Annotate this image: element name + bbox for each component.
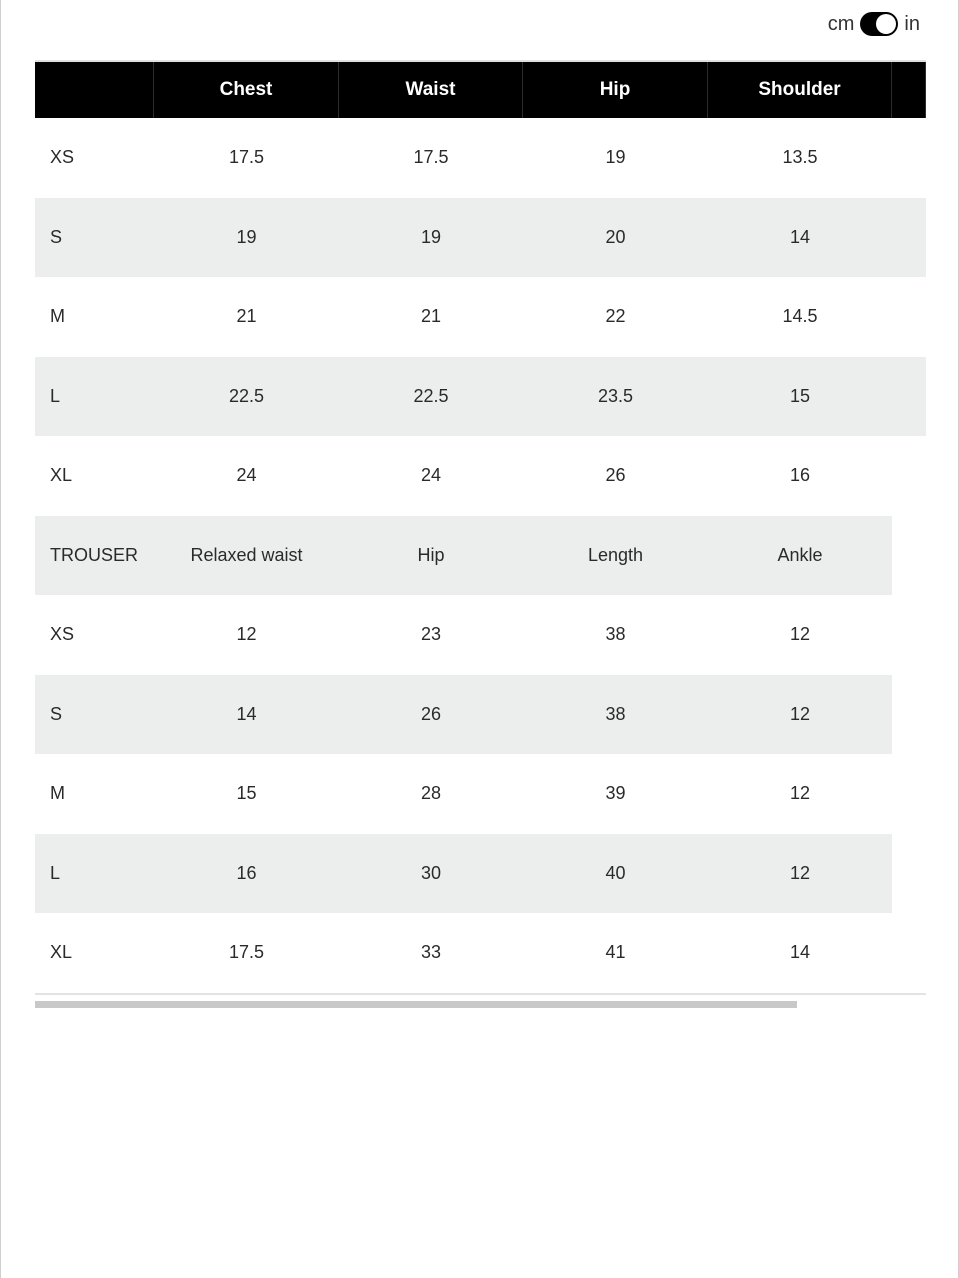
- chest-cell: 17.5: [228, 147, 265, 168]
- shoulder-cell: 13.5: [782, 147, 818, 168]
- trouser-header-row: [35, 516, 892, 596]
- size-cell: XS: [50, 147, 75, 168]
- shoulder-cell: 15: [708, 357, 892, 437]
- size-cell: L: [35, 357, 154, 437]
- waist-cell: 22.5: [339, 357, 523, 437]
- waist-cell: 24: [420, 465, 442, 486]
- ankle-cell: 12: [708, 675, 892, 755]
- relaxed-waist-cell: 12: [236, 624, 257, 645]
- unit-cm-label[interactable]: cm: [827, 12, 855, 35]
- chest-cell: 21: [236, 306, 257, 327]
- hip-cell: 23.5: [523, 357, 708, 437]
- size-cell: L: [35, 834, 154, 914]
- switch-knob: [876, 14, 896, 34]
- length-header: Length: [523, 516, 708, 596]
- hip-cell: 23: [420, 624, 442, 645]
- shoulder-cell: 16: [789, 465, 811, 486]
- size-cell: S: [35, 198, 154, 278]
- hip-cell: 28: [420, 783, 442, 804]
- table-row: [35, 357, 926, 437]
- relaxed-waist-header: Relaxed waist: [154, 516, 339, 596]
- table-header-row: [35, 60, 926, 118]
- hip-cell: 33: [420, 942, 442, 963]
- size-cell: M: [50, 783, 65, 804]
- unit-switch[interactable]: [860, 12, 898, 36]
- header-cell-hip: Hip: [523, 62, 708, 118]
- hip-cell: 22: [605, 306, 626, 327]
- relaxed-waist-cell: 16: [154, 834, 339, 914]
- table-row: [35, 913, 926, 993]
- extra-cell: [892, 357, 926, 437]
- chest-cell: 22.5: [154, 357, 339, 437]
- trouser-label-cell: TROUSER: [35, 516, 154, 596]
- ankle-cell: 12: [789, 783, 811, 804]
- size-cell: S: [35, 675, 154, 755]
- waist-cell: 19: [339, 198, 523, 278]
- ankle-cell: 12: [708, 834, 892, 914]
- relaxed-waist-cell: 15: [236, 783, 257, 804]
- ankle-cell: 12: [789, 624, 811, 645]
- header-cell-chest: Chest: [154, 62, 339, 118]
- waist-cell: 17.5: [413, 147, 449, 168]
- size-cell: XL: [50, 465, 73, 486]
- unit-in-label[interactable]: in: [904, 12, 920, 35]
- table-row: [35, 436, 926, 516]
- size-chart-table: [35, 60, 926, 995]
- header-cell-shoulder: Shoulder: [708, 62, 892, 118]
- header-cell-extra: [892, 62, 926, 118]
- table-row: [35, 595, 926, 675]
- horizontal-scrollbar[interactable]: [35, 1001, 926, 1009]
- hip-cell: 30: [339, 834, 523, 914]
- ankle-cell: 14: [789, 942, 811, 963]
- size-cell: M: [50, 306, 65, 327]
- hip-cell: 26: [605, 465, 626, 486]
- waist-cell: 21: [420, 306, 442, 327]
- extra-cell: [892, 198, 926, 278]
- scrollbar-thumb[interactable]: [35, 1001, 797, 1008]
- shoulder-cell: 14: [708, 198, 892, 278]
- shoulder-cell: 14.5: [782, 306, 818, 327]
- table-row: [35, 198, 926, 278]
- length-cell: 38: [605, 624, 626, 645]
- length-cell: 40: [523, 834, 708, 914]
- size-cell: XS: [50, 624, 75, 645]
- table-row: [35, 675, 892, 755]
- unit-toggle: [828, 12, 920, 36]
- ankle-header: Ankle: [708, 516, 892, 596]
- length-cell: 39: [605, 783, 626, 804]
- table-row: [35, 118, 926, 198]
- chest-cell: 24: [236, 465, 257, 486]
- hip-cell: 20: [523, 198, 708, 278]
- hip-cell: 26: [339, 675, 523, 755]
- relaxed-waist-cell: 14: [154, 675, 339, 755]
- chest-cell: 19: [154, 198, 339, 278]
- hip-cell: 19: [605, 147, 626, 168]
- header-cell-waist: Waist: [339, 62, 523, 118]
- length-cell: 41: [605, 942, 626, 963]
- table-row: [35, 834, 892, 914]
- header-cell-size: [35, 62, 154, 118]
- table-row: [35, 754, 926, 834]
- table-bottom-divider: [35, 993, 926, 995]
- trouser-hip-header: Hip: [339, 516, 523, 596]
- relaxed-waist-cell: 17.5: [228, 942, 265, 963]
- size-cell: XL: [50, 942, 73, 963]
- length-cell: 38: [523, 675, 708, 755]
- table-row: [35, 277, 926, 357]
